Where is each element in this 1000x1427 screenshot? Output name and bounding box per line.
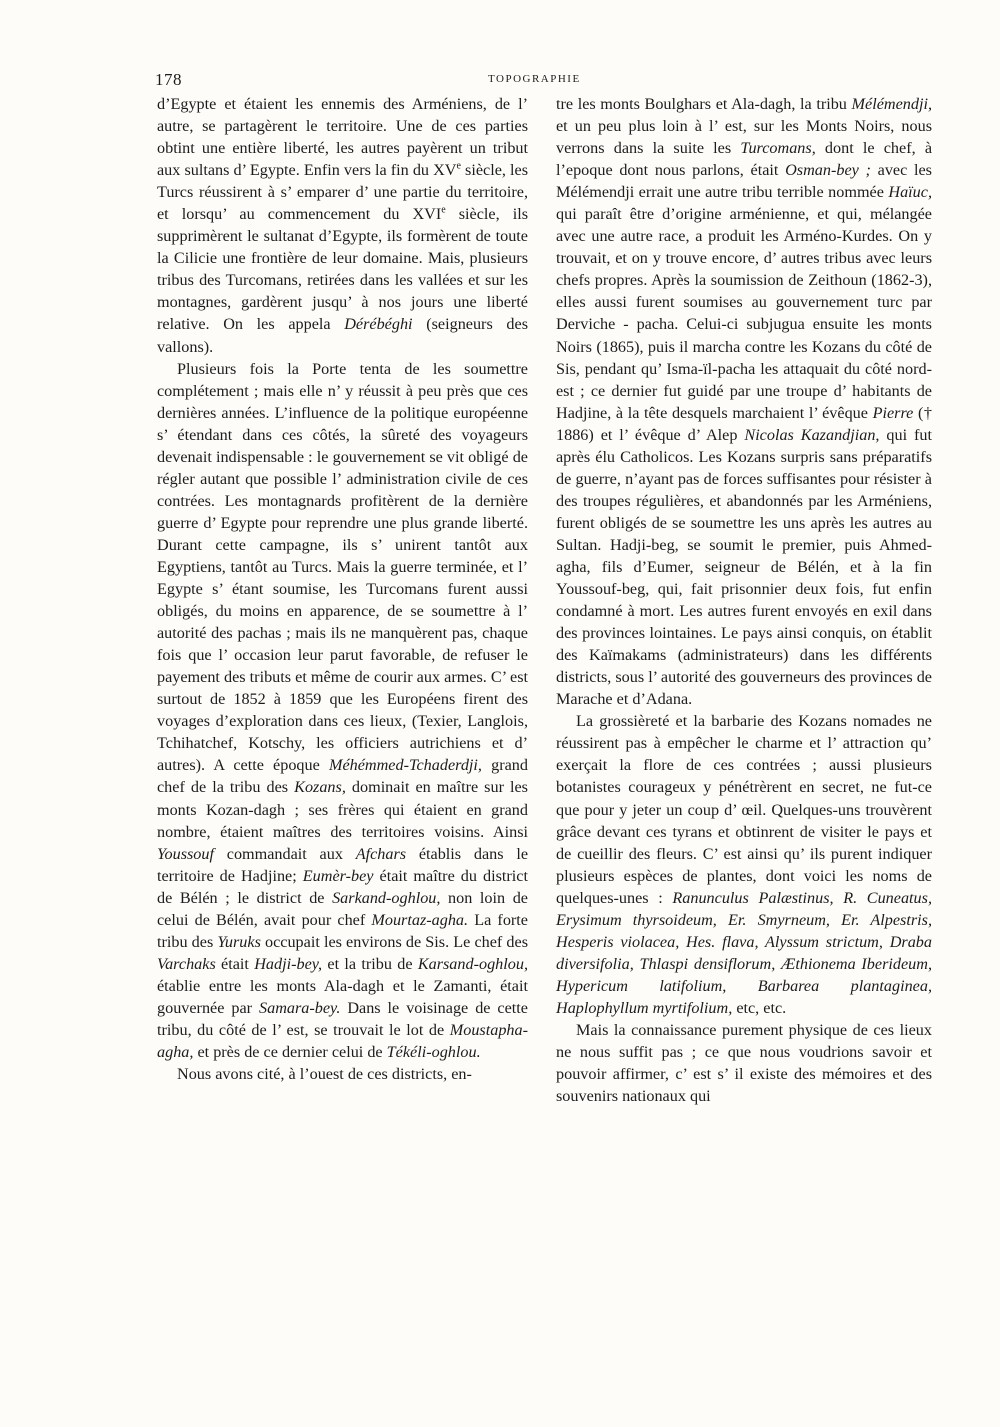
italic-text: Sarkand-oghlou,	[332, 888, 441, 907]
text-run: dont le chef, à l’epoque dont nous parlons, était	[556, 139, 932, 180]
right-column	[556, 93, 932, 1107]
text-run: occupait les environs de Sis. Le chef des	[260, 932, 528, 951]
paragraph	[556, 1019, 932, 1107]
paragraph	[556, 93, 932, 710]
text-run: La grossièreté et la barbarie des Kozans nomades ne réussirent pas à empêcher le charme et l’ attraction qu’ exerçait la flore de ces contrées ; aussi plusieurs botanistes courageux y pénétrèrent en secret, ne fut-ce que pour y jeter un coup d’ œil. Quelques-uns trouvèrent grâce devant ces tyrans et obtinrent de visiter le pays et de cueillir des fleurs. C’ est ainsi qu’ ils purent indiquer plusieurs espèces de plantes, dont voici les noms de quelques-unes :	[556, 712, 932, 907]
text-run: grand chef de la tribu des	[157, 756, 528, 797]
text-run: d’Egypte et étaient les ennemis des Arméniens, de l’ autre, se partagèrent le territoire. Une de ces parties obtint une entière liberté, les autres payèrent un tribut aux sultans d’ Egypte. Enfin vers la fin du XV	[157, 95, 528, 180]
italic-text: Afchars	[355, 844, 407, 863]
paragraph	[157, 1063, 528, 1085]
italic-text: Hadji-bey,	[254, 954, 323, 973]
text-run: siècle, les Turcs réussirent à s’ emparer d’ une partie du territoire, et lorsqu’ au commencement du XVI	[157, 161, 528, 224]
paragraph	[157, 93, 528, 358]
italic-text: Tékéli-oghlou.	[386, 1043, 481, 1062]
text-run: (seigneurs des vallons).	[157, 315, 528, 356]
italic-text: Méhémmed-Tchaderdji,	[328, 756, 482, 775]
text-run: etc, etc.	[732, 998, 787, 1017]
paragraph	[157, 358, 528, 1064]
text-run: dominait en maître sur les monts Kozan-dagh ; ses frères qui étaient en grand nombre, étaient maîtres des territoires voisins. Ainsi	[157, 778, 528, 841]
text-run: et un peu plus loin à l’ est, sur les Monts Noirs, nous verrons dans la suite les	[556, 117, 932, 158]
italic-text: Youssouf	[157, 844, 214, 863]
text-run: La forte tribu des	[157, 910, 528, 951]
text-run: († 1886) et l’ évêque d’ Alep	[556, 403, 932, 444]
italic-text: Karsand-oghlou,	[417, 954, 528, 973]
text-run: non loin de celui de Bélén, avait pour chef	[157, 888, 528, 929]
text-run: était	[215, 954, 255, 973]
italic-text: Pierre	[872, 403, 914, 422]
italic-text: Kozans,	[294, 778, 346, 797]
italic-text: Nicolas Kazandjian,	[744, 425, 880, 444]
page-number: 178	[155, 70, 182, 89]
text-run: et près de ce dernier celui de	[193, 1043, 387, 1062]
text-run: qui fut après élu Catholicos. Les Kozans surpris sans préparatifs de guerre, n’ayant pas de forces suffisantes pour résister à des troupes régulières, et abandonnés par les Arméniens, furent obligés de se soumettre les uns après les autres au Sultan. Hadji-beg, se soumit le premier, puis Ahmed-agha, fils d’Eumer, seigneur de Bélén, et à la fin Youssouf-beg, qui, fait prisonnier deux fois, fut enfin condamné à mort. Les autres furent envoyés en exil dans des provinces lointaines. Le pays ainsi conquis, on établit des Kaïmakams (administrateurs) dans les différents districts, sous l’ autorité des gouverneurs des provinces de Marache et d’Adana.	[556, 425, 933, 709]
italic-text: Samara-bey.	[259, 998, 341, 1017]
text-run: qui paraît être d’origine arménienne, et qui, mélangée avec une autre race, a produit les Arméno-Kurdes. On y trouvait, et on y trouve encore, d’ autres tribus avec leurs chefs propres. Après la soumission de Zeithoun (1862-3), elles aussi furent soumises au gouvernement turc par Derviche - pacha. Celui-ci subjugua ensuite les monts Noirs (1865), puis il marcha contre les Kozans du côté de Sis, pendant qu’ Isma-ïl-pacha les attaquait du côté nord-est ; ce dernier fut guidé par une troupe d’ habitants de Hadjine, à la tête desquels marchaient l’ évêque	[556, 205, 932, 422]
paragraph	[556, 710, 932, 1019]
italic-text: Mourtaz-agha.	[371, 910, 469, 929]
italic-text: Haïuc,	[888, 183, 932, 202]
text-run: était maître du district de Bélén ; le district de	[157, 866, 528, 907]
text-run: Plusieurs fois la Porte tenta de les soumettre complétement ; mais elle n’ y réussit à peu près que ces dernières années. L’influence de la politique européenne s’ étendant dans ces côtés, la sûreté des voyageurs devenait indispensable : le gouvernement se vit obligé de régler autant que possible l’ administration civile de ces contrées. Les montagnards profitèrent de la dernière guerre d’ Egypte pour reprendre une plus grande liberté. Durant cette campagne, ils s’ unirent tantôt aux Egyptiens, tantôt au Turcs. Mais la guerre terminée, et l’ Egypte s’ étant soumise, les Turcomans furent aussi obligés, du moins en apparence, de se soumettre à l’ autorité des pachas ; mais ils ne manquèrent pas, chaque fois que l’ occasion leur parut favorable, de refuser le payement des tributs et même de courir aux armes. C’ est surtout de 1852 à 1859 que les Européens firent des voyages d’exploration dans ces lieux, (Texier, Langlois, Tchihatchef, Kotschy, les officiers autrichiens et d’ autres). A cette époque	[157, 359, 528, 775]
running-title: TOPOGRAPHIE	[488, 73, 581, 85]
text-run: établie entre les monts Ala-dagh et le Zamanti, était gouvernée par	[157, 976, 528, 1017]
italic-text: Mélémendji,	[851, 95, 932, 113]
left-column	[157, 93, 528, 1085]
text-run: Nous avons cité, à l’ouest de ces districts, en-	[177, 1065, 472, 1084]
italic-text: Turcomans,	[740, 139, 816, 158]
text-run: siècle, ils supprimèrent le sultanat d’Egypte, ils formèrent de toute la Cilicie une frontière de leur domaine. Mais, plusieurs tribus des Turcomans, retirées dans les vallées et sur les montagnes, gardèrent jusqu’ à nos jours une liberté relative. On les appela	[157, 205, 528, 334]
italic-text: Moustapha-agha,	[157, 1020, 528, 1062]
italic-text: Dérébéghi	[344, 315, 413, 334]
italic-text: Osman-bey ;	[785, 161, 871, 180]
italic-text: Varchaks	[157, 954, 216, 973]
superscript-text: e	[441, 204, 446, 216]
italic-text: Ranunculus Palæstinus, R. Cuneatus, Erysimum thyrsoideum, Er. Smyrneum, Er. Alpestris, Hesperis violacea, Hes. flava, Alyssum strictum, Draba diversifolia, Thlaspi densiflorum, Æthionema Iberideum, Hypericum latifolium, Barbarea plantaginea, Haplophyllum myrtifolium,	[556, 888, 932, 1017]
text-run: établis dans le territoire de Hadjine;	[157, 844, 529, 885]
text-run: et la tribu de	[322, 954, 418, 973]
text-run: avec les Mélémendji errait une autre tribu terrible nommée	[556, 161, 932, 202]
italic-text: Eumèr-bey	[302, 866, 374, 885]
text-run: commandait aux	[214, 844, 356, 863]
text-run: Mais la connaissance purement physique de ces lieux ne nous suffit pas ; ce que nous voudrions savoir et pouvoir affirmer, c’ est s’ il existe des mémoires et des souvenirs nationaux qui	[556, 1020, 932, 1106]
text-run: tre les monts Boulghars et Ala-dagh, la tribu	[556, 95, 852, 113]
superscript-text: e	[456, 160, 461, 172]
text-run: Dans le voisinage de cette tribu, du côté de l’ est, se trouvait le lot de	[157, 998, 528, 1039]
italic-text: Yuruks	[217, 932, 261, 951]
